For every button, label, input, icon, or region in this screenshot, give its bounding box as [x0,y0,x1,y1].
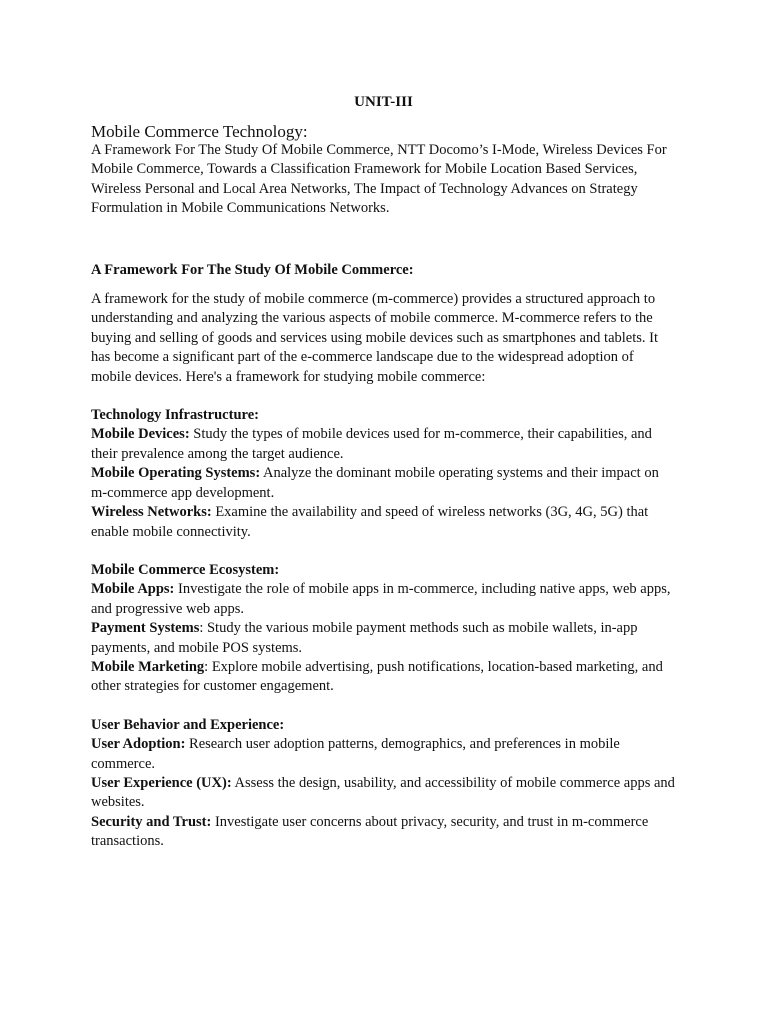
section-topics: A Framework For The Study Of Mobile Commerce, NTT Docomo’s I-Mode, Wireless Devices For Mobile Commerce, Towards a Classification Framework for Mobile Location Based Services, Wireless Personal and Local Area Networks, The Impact of Technology Advances on Strategy Formulation in Mobile Communications Networks. [91,142,667,217]
item-term: Mobile Apps: [91,581,175,598]
spacer [91,697,676,716]
item-text: : Study the various mobile payment methods such as mobile wallets, in-app payments, and mobile POS systems. [91,620,638,656]
group-heading: User Behavior and Experience: [91,716,285,733]
item-term: User Experience (UX): [91,774,232,791]
unit-title: UNIT-III [354,94,413,110]
group-user-behavior-experience [91,716,676,852]
spacer [91,542,676,561]
list-item [91,464,676,503]
list-item [91,425,676,464]
item-text: Investigate user concerns about privacy, security, and trust in m-commerce transactions. [91,813,649,850]
list-item [91,735,676,774]
section-title: Mobile Commerce Technology: [91,122,308,141]
spacer [91,387,676,406]
item-text: Investigate the role of mobile apps in m-commerce, including native apps, web apps, and progressive web apps. [91,581,671,617]
list-item [91,813,676,852]
group-mobile-commerce-ecosystem [91,561,676,697]
item-text: Examine the availability and speed of wireless networks (3G, 4G, 5G) that enable mobile connectivity. [91,504,649,540]
item-text: : Explore mobile advertising, push notifications, location-based marketing, and other strategies for customer engagement. [91,658,663,695]
group-heading: Mobile Commerce Ecosystem: [91,561,280,578]
list-item [91,658,676,697]
group-heading: Technology Infrastructure: [91,407,259,424]
item-term: Payment Systems [91,620,200,637]
item-text: Assess the design, usability, and accessibility of mobile commerce apps and websites. [91,774,675,811]
item-term: User Adoption: [91,736,186,753]
framework-heading: A Framework For The Study Of Mobile Commerce: [91,261,414,278]
list-item [91,503,676,542]
item-term: Mobile Devices: [91,426,190,443]
item-text: Research user adoption patterns, demographics, and preferences in mobile commerce. [91,736,620,772]
item-term: Wireless Networks: [91,504,212,521]
list-item [91,774,676,813]
item-text: Analyze the dominant mobile operating systems and their impact on m-commerce app development. [91,465,659,501]
group-technology-infrastructure [91,406,676,542]
list-item [91,580,676,619]
list-item [91,619,676,658]
item-text: Study the types of mobile devices used for m-commerce, their capabilities, and their prevalence among the target audience. [91,426,652,462]
item-term: Mobile Marketing [91,658,205,675]
item-term: Security and Trust: [91,813,212,830]
framework-intro: A framework for the study of mobile commerce (m-commerce) provides a structured approach to understanding and analyzing the various aspects of mobile commerce. M-commerce refers to the buying and selling of goods and services using mobile devices such as smartphones and tablets. It has become a significant part of the e-commerce landscape due to the widespread adoption of mobile devices. Here's a framework for studying mobile commerce: [91,291,659,385]
item-term: Mobile Operating Systems: [91,465,261,482]
spacer [91,219,676,261]
